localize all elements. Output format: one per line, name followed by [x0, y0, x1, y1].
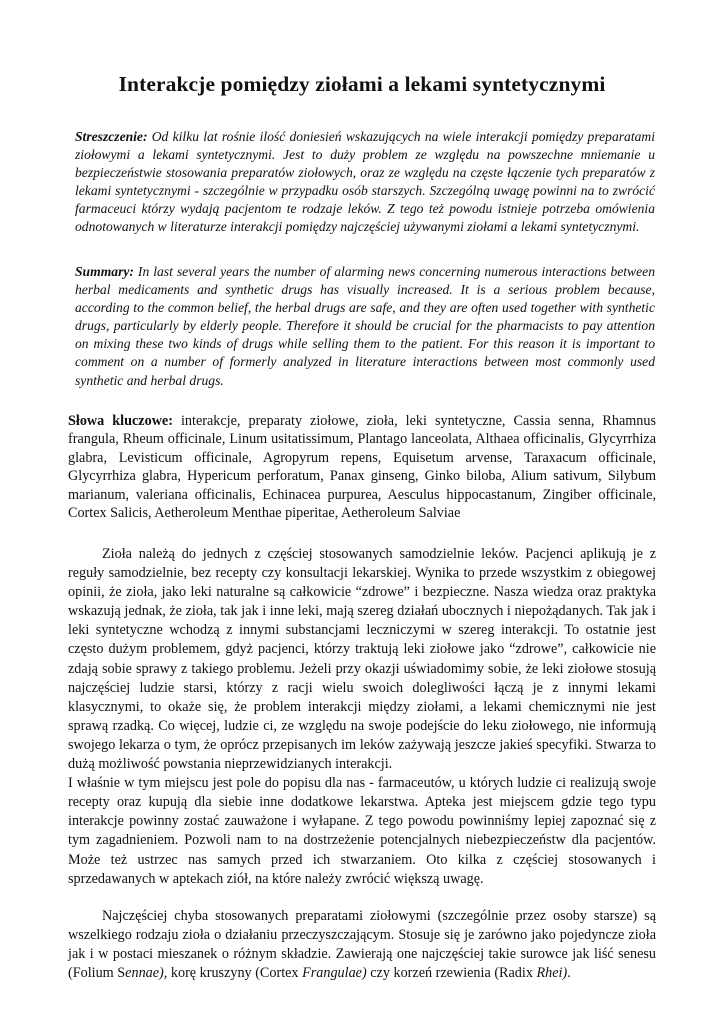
body-text [68, 545, 656, 983]
body-paragraph-3-text-c: korę kruszyny (Cortex [167, 964, 303, 981]
body-paragraph-2: I właśnie w tym miejscu jest pole do popisu dla nas - farmaceutów, u których ludzie ci realizują swoje recepty oraz kupują dla siebie inne dodatkowe lekarstwa. Apteka jest miejscem gdzie tego typu interakcje powinny zostać zauważone i wyłapane. Z tego powodu powinniśmy lepiej zapoznać się z tym zagadnieniem. Pozwoli nam to na dostrzeżenie potencjalnych niebezpieczeństw dla pacjentów. Może też ustrzec nas samych przed ich stwarzaniem. Oto kilka z częściej stosowanych i sprzedawanych w aptekach ziół, na które należy zwrócić większą uwagę. [68, 775, 656, 887]
paper-title: Interakcje pomiędzy ziołami a lekami syntetycznymi [118, 72, 606, 96]
body-paragraph-3 [68, 907, 656, 983]
abstract-polish [75, 128, 655, 237]
body-paragraph-3-italic-rhei: Rhei) [536, 964, 568, 981]
keywords-text: interakcje, preparaty ziołowe, zioła, leki syntetyczne, Cassia senna, Rhamnus frangula, Rheum officinale, Linum usitatissimum, Plantago lanceolata, Althaea officinalis, Glycyrrhiza glabra, Levisticum officinale, Agropyrum repens, Equisetum arvense, Taraxacum officinale, Glycyrrhiza glabra, Hypericum perforatum, Panax ginseng, Ginko biloba, Alium sativum, Silybum marianum, valeriana officinalis, Echinacea purpurea, Aesculus hippocastanum, Zingiber officinale, Cortex Salicis, Aetheroleum Menthae piperitae, Aetheroleum Salviae [68, 413, 656, 522]
body-paragraph-3-italic-frangula: Frangulae) [302, 964, 367, 981]
body-paragraph-3-text-e: czy korzeń rzewienia (Radix [366, 964, 537, 981]
abstract-english-text: In last several years the number of alarming news concerning numerous interactions between herbal medicaments and synthetic drugs has visually increased. It is a serious problem because, according to the common belief, the herbal drugs are safe, and they are often used together with synthetic drugs, particularly by elderly people. Therefore it should be crucial for the pharmacists to pay attention on mixing these two kinds of drugs while selling them to the patient. For this reason it is important to comment on a number of formerly analyzed in literature interactions between most commonly used synthetic and herbal drugs. [75, 264, 655, 388]
body-paragraph-3-text-g: . [567, 964, 571, 981]
abstract-english [75, 263, 655, 390]
body-paragraph-3-text-a: Najczęściej chyba stosowanych preparatami ziołowymi (szczególnie przez osoby starsze) są wszelkiego rodzaju zioła o działaniu przeczyszczającym. Stosuje się je zarówno jako pojedyncze zioła jak i w postaci mieszanek o różnym składzie. Zawierają one najczęściej takie surowce jak liść senesu (Folium S [68, 907, 656, 981]
abstract-polish-text: Od kilku lat rośnie ilość doniesień wskazujących na wiele interakcji pomiędzy preparatami ziołowymi a lekami syntetycznymi. Jest to duży problem ze względu na powszechne mniemanie u bezpieczeństwie stosowania preparatów ziołowych, oraz ze względu na częste łączenie tych preparatów z lekami syntetycznymi - szczególnie w przypadku osób starszych. Szczególną uwagę powinni na to zwrócić farmaceuci którzy wydają pacjentom te rodzaje leków. Z tego też powodu istnieje potrzeba omówienia odnotowanych w literaturze interakcji pomiędzy najczęściej używanymi ziołami a lekami syntetycznymi. [75, 129, 655, 235]
keywords [68, 412, 656, 522]
body-paragraph-3-italic-senna: ennae), [125, 964, 168, 981]
abstract-english-label: Summary: [75, 264, 134, 279]
body-paragraph-1: Zioła należą do jednych z częściej stosowanych samodzielnie leków. Pacjenci aplikują je z reguły samodzielnie, bez recepty czy konsultacji lekarskiej. Wynika to przede wszystkim z obiegowej opinii, że zioła, jako leki naturalne są całkowicie “zdrowe” i bezpieczne. Nasza wiedza oraz praktyka wskazują jednak, że zioła, tak jak i inne leki, mają szereg działań ubocznych i niepożądanych. Tak jak i leki syntetyczne wchodzą z innymi substancjami leczniczymi w szereg interakcji. To ostatnie jest często dużym problemem, gdyż pacjenci, którzy traktują leki ziołowe jako “zdrowe”, całkowicie nie zdają sobie sprawy z takiego problemu. Jeżeli przy okazji uświadomimy sobie, że leki ziołowe stosują najczęściej ludzie starsi, którzy z racji wielu swoich dolegliwości łączą je z innymi lekami klasycznymi, to okaże się, że problem interakcji między ziołami, a lekami chemicznymi nie jest sprawą rzadką. Co więcej, ludzie ci, ze względu na swoje podejście do leku ziołowego, nie informują swojego lekarza o tym, że oprócz przepisanych im leków zażywają jeszcze jakieś specyfiki. Stwarza to dużą możliwość powstania nieprzewidzianych interakcji. [68, 546, 656, 773]
keywords-label: Słowa kluczowe: [68, 413, 173, 429]
paragraph-spacer [68, 889, 656, 907]
abstract-polish-label: Streszczenie: [75, 129, 148, 144]
